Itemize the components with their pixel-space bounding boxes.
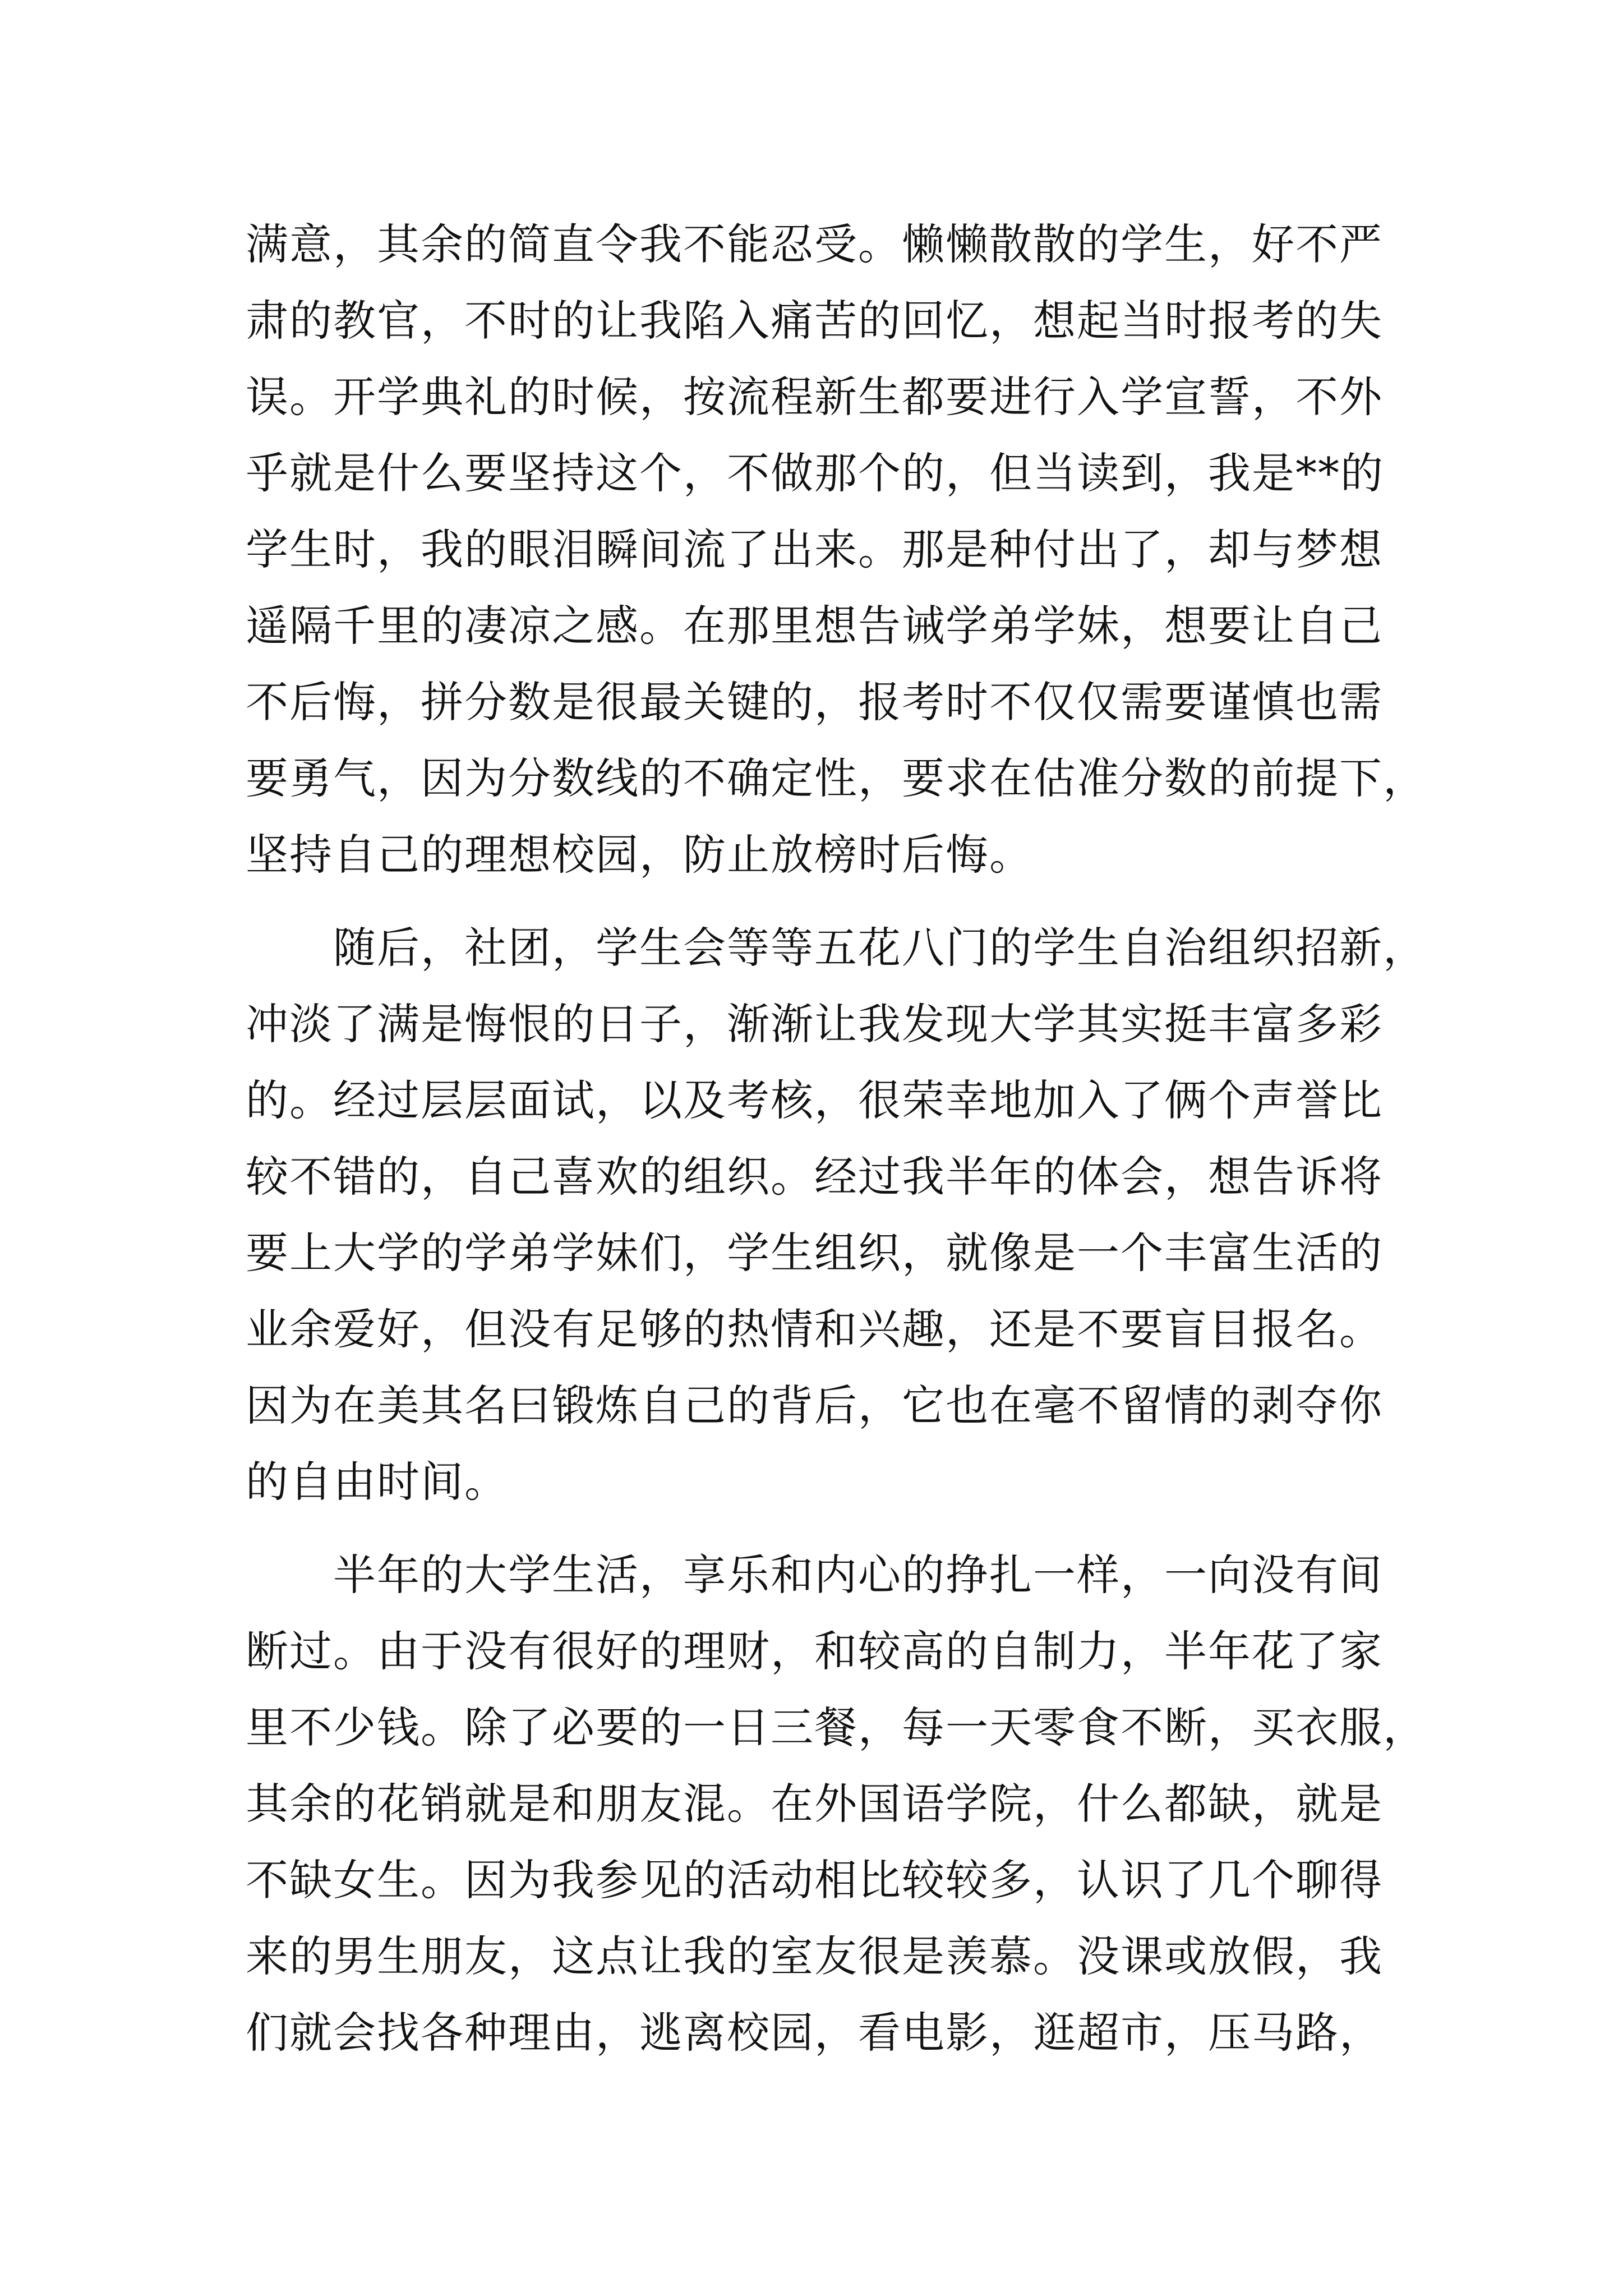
text-line: 半年的大学生活，享乐和内心的挣扎一样，一向没有间 — [246, 1550, 1383, 1600]
paragraph-spacing — [246, 1520, 1395, 1537]
text-line: 较不错的，自己喜欢的组织。经过我半年的体会，想告诉将 — [246, 1152, 1383, 1202]
paragraph-spacing — [246, 893, 1395, 910]
text-line: 要上大学的学弟学妹们，学生组织，就像是一个丰富生活的 — [246, 1228, 1383, 1278]
text-line: 业余爱好，但没有足够的热情和兴趣，还是不要盲目报名。 — [246, 1304, 1383, 1354]
text-line: 满意，其余的简直令我不能忍受。懒懒散散的学生，好不严 — [246, 219, 1383, 269]
text-line: 来的男生朋友，这点让我的室友很是羡慕。没课或放假，我 — [246, 1931, 1383, 1981]
text-line: 学生时，我的眼泪瞬间流了出来。那是种付出了，却与梦想 — [246, 524, 1383, 574]
text-line: 冲淡了满是悔恨的日子，渐渐让我发现大学其实挺丰富多彩 — [246, 999, 1383, 1049]
document-body — [246, 206, 1427, 2071]
text-line: 的。经过层层面试，以及考核，很荣幸地加入了俩个声誉比 — [246, 1075, 1383, 1125]
text-line: 的自由时间。 — [246, 1457, 508, 1507]
text-line: 们就会找各种理由，逃离校园，看电影，逛超市，压马路， — [246, 2008, 1383, 2058]
text-line: 乎就是什么要坚持这个，不做那个的，但当读到，我是**的 — [246, 448, 1384, 498]
text-line: 因为在美其名曰锻炼自己的背后，它也在毫不留情的剥夺你 — [246, 1381, 1383, 1430]
text-line: 其余的花销就是和朋友混。在外国语学院，什么都缺，就是 — [246, 1779, 1383, 1829]
text-line: 随后，社团，学生会等等五花八门的学生自治组织招新， — [246, 923, 1427, 973]
text-line: 误。开学典礼的时候，按流程新生都要进行入学宣誓，不外 — [246, 372, 1383, 422]
paragraph-3 — [246, 1537, 1427, 2071]
text-line: 不缺女生。因为我参见的活动相比较较多，认识了几个聊得 — [246, 1855, 1383, 1905]
paragraph-2 — [246, 910, 1427, 1520]
text-line: 不后悔，拼分数是很最关键的，报考时不仅仅需要谨慎也需 — [246, 677, 1383, 727]
text-line: 肃的教官，不时的让我陷入痛苦的回忆，想起当时报考的失 — [246, 296, 1383, 346]
text-line: 要勇气，因为分数线的不确定性，要求在估准分数的前提下， — [246, 753, 1427, 803]
text-line: 断过。由于没有很好的理财，和较高的自制力，半年花了家 — [246, 1626, 1383, 1676]
text-line: 坚持自己的理想校园，防止放榜时后悔。 — [246, 830, 1033, 880]
text-line: 里不少钱。除了必要的一日三餐，每一天零食不断，买衣服， — [246, 1703, 1427, 1752]
paragraph-1 — [246, 206, 1427, 893]
text-line: 遥隔千里的凄凉之感。在那里想告诫学弟学妹，想要让自己 — [246, 601, 1383, 651]
